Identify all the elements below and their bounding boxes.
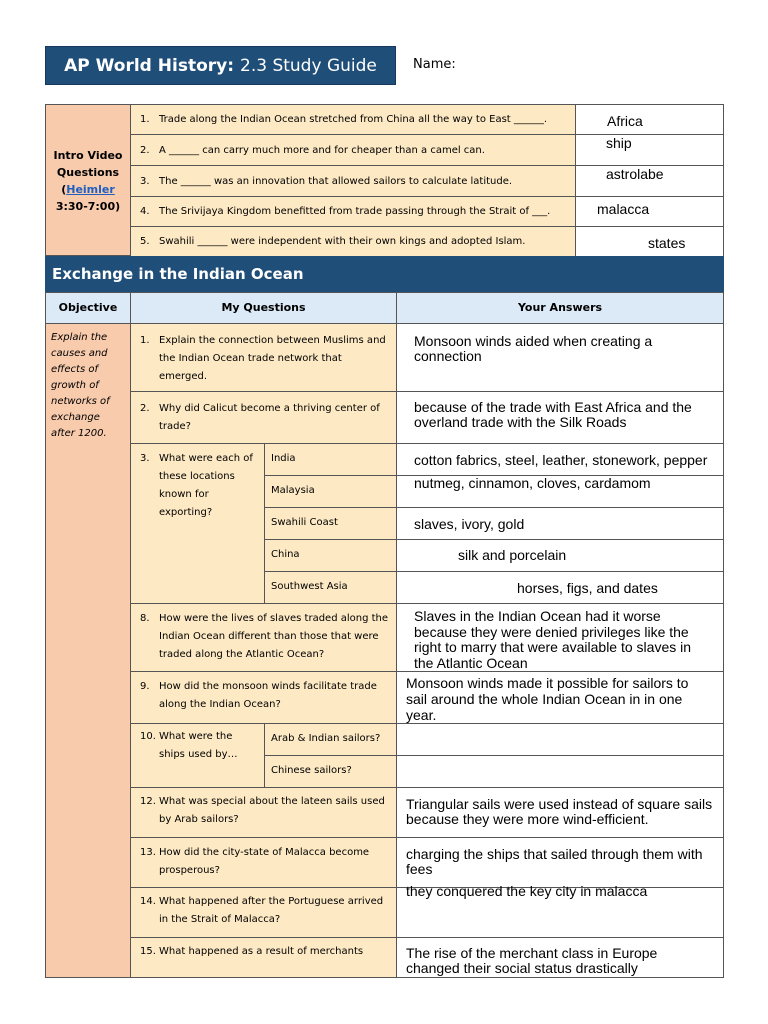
intro-label-line1: Intro Video [53, 149, 123, 162]
location-southwest-asia: Southwest Asia [264, 571, 397, 604]
intro-label-line3: (Heimler [61, 183, 115, 196]
intro-answer-4[interactable]: malacca [575, 196, 724, 227]
title-bold: AP World History: [64, 55, 235, 76]
intro-label-line4: 3:30-7:00) [55, 200, 121, 213]
intro-question-1: 1. Trade along the Indian Ocean stretched from China all the way to East ______. [130, 104, 576, 135]
intro-answer-3[interactable]: astrolabe [575, 165, 724, 197]
column-header-answers: Your Answers [396, 292, 724, 324]
objective-cell: Explain the causes and effects of growth of networks of exchange after 1200. [45, 323, 131, 978]
intro-question-3: 3. The ______ was an innovation that allowed sailors to calculate latitude. [130, 165, 576, 197]
question-14: 14. What happened after the Portuguese arrived in the Strait of Malacca? [130, 887, 397, 938]
answer-8[interactable]: Slaves in the Indian Ocean had it worse because they were denied privileges like the right to marry that were available to slaves in the Atlantic Ocean [396, 603, 724, 672]
answer-12[interactable]: Triangular sails were used instead of square sails because they were more wind-efficient. [396, 787, 724, 838]
intro-answer-5[interactable]: states [575, 226, 724, 257]
answer-india[interactable]: cotton fabrics, steel, leather, stonework, pepper [396, 443, 724, 476]
section-title: Exchange in the Indian Ocean [45, 256, 724, 293]
question-12: 12. What was special about the lateen sails used by Arab sailors? [130, 787, 397, 838]
location-malaysia: Malaysia [264, 475, 397, 508]
answer-1[interactable]: Monsoon winds aided when creating a connection [396, 323, 724, 392]
question-3: 3. What were each of these locations known for exporting? [130, 443, 265, 604]
intro-answer-2[interactable]: ship [575, 134, 724, 166]
intro-question-2: 2. A ______ can carry much more and for cheaper than a camel can. [130, 134, 576, 166]
question-1: 1. Explain the connection between Muslims and the Indian Ocean trade network that emerged. [130, 323, 397, 392]
heimler-link[interactable]: Heimler [66, 183, 115, 196]
question-15: 15. What happened as a result of merchants [130, 937, 397, 978]
answer-southwest-asia[interactable]: horses, figs, and dates [396, 571, 724, 604]
question-2: 2. Why did Calicut become a thriving center of trade? [130, 391, 397, 444]
subquestion-chinese-sailors: Chinese sailors? [264, 755, 397, 788]
location-swahili-coast: Swahili Coast [264, 507, 397, 540]
location-china: China [264, 539, 397, 572]
document-title [45, 46, 396, 85]
title-rest: 2.3 Study Guide [240, 55, 377, 76]
answer-china[interactable]: silk and porcelain [396, 539, 724, 572]
answer-swahili-coast[interactable]: slaves, ivory, gold [396, 507, 724, 540]
intro-label-cell [45, 104, 131, 256]
name-label: Name: [413, 57, 456, 72]
answer-13[interactable]: charging the ships that sailed through them with fees [396, 837, 724, 888]
intro-question-5: 5. Swahili ______ were independent with their own kings and adopted Islam. [130, 226, 576, 257]
answer-malaysia[interactable]: nutmeg, cinnamon, cloves, cardamom [396, 475, 724, 508]
question-8: 8. How were the lives of slaves traded along the Indian Ocean different than those that were traded along the Atlantic Ocean? [130, 603, 397, 672]
answer-arab-indian-sailors[interactable] [396, 723, 724, 756]
answer-2[interactable]: because of the trade with East Africa and the overland trade with the Silk Roads [396, 391, 724, 444]
intro-answer-1[interactable]: Africa [575, 104, 724, 135]
column-header-objective: Objective [45, 292, 131, 324]
answer-14[interactable]: they conquered the key city in malacca [396, 887, 724, 938]
question-9: 9. How did the monsoon winds facilitate trade along the Indian Ocean? [130, 671, 397, 724]
location-india: India [264, 443, 397, 476]
question-13: 13. How did the city-state of Malacca become prosperous? [130, 837, 397, 888]
intro-label-line2: Questions [56, 166, 120, 179]
answer-chinese-sailors[interactable] [396, 755, 724, 788]
answer-9[interactable]: Monsoon winds made it possible for sailors to sail around the whole Indian Ocean in in one year. [396, 671, 724, 724]
intro-question-4: 4. The Srivijaya Kingdom benefitted from trade passing through the Strait of ___. [130, 196, 576, 227]
column-header-questions: My Questions [130, 292, 397, 324]
subquestion-arab-indian-sailors: Arab & Indian sailors? [264, 723, 397, 756]
answer-15[interactable]: The rise of the merchant class in Europe changed their social status drastically [396, 937, 724, 978]
question-10: 10. What were the ships used by… [130, 723, 265, 788]
